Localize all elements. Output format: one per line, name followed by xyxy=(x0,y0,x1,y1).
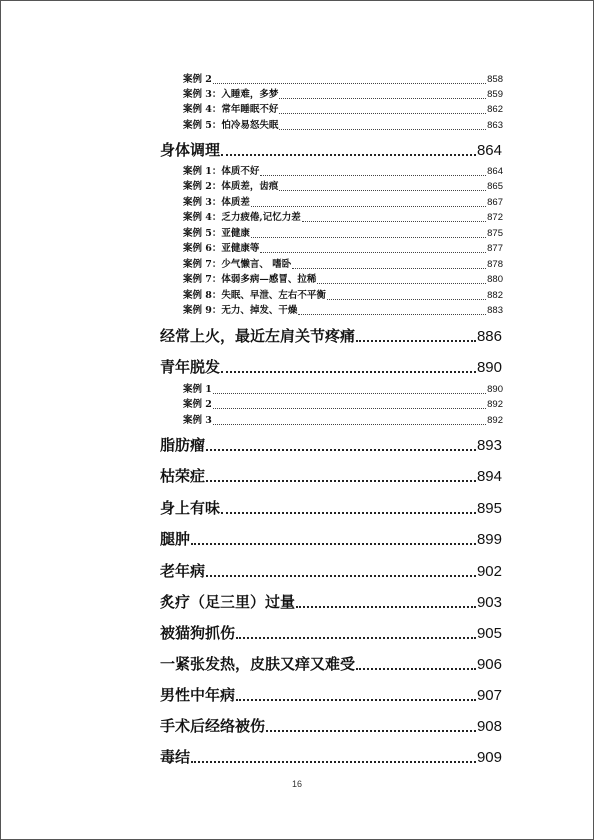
toc-section[interactable] xyxy=(160,747,502,767)
toc-entry[interactable] xyxy=(183,414,503,427)
toc-entry[interactable] xyxy=(183,180,503,193)
toc-entry-title: 案例 5：怕冷易怒失眠 xyxy=(183,120,279,131)
dot-leader xyxy=(327,299,486,300)
toc-section-page: 864 xyxy=(476,142,502,159)
toc-entry[interactable] xyxy=(183,73,503,86)
toc-entry[interactable] xyxy=(183,227,503,240)
toc-section[interactable] xyxy=(160,466,502,486)
dot-leader xyxy=(356,340,476,342)
toc-entry-page: 864 xyxy=(487,166,503,177)
dot-leader xyxy=(279,190,486,191)
toc-entry[interactable] xyxy=(183,383,503,396)
dot-leader xyxy=(279,129,486,130)
dot-leader xyxy=(279,113,486,114)
dot-leader xyxy=(251,237,486,238)
dot-leader xyxy=(356,668,476,670)
toc-entry[interactable] xyxy=(183,258,503,271)
toc-section-page: 893 xyxy=(476,437,502,454)
dot-leader xyxy=(221,154,476,156)
dot-leader xyxy=(251,206,486,207)
dot-leader xyxy=(206,575,476,577)
page-number: 16 xyxy=(291,779,302,789)
toc-entry-page: 858 xyxy=(487,74,503,85)
toc-entry-page: 867 xyxy=(487,197,503,208)
toc-entry-title: 案例 3 xyxy=(183,415,212,426)
dot-leader xyxy=(213,424,486,425)
toc-entry-page: 863 xyxy=(487,120,503,131)
toc-entry-title: 案例 3：入睡难，多梦 xyxy=(183,89,279,100)
toc-entry-title: 案例 7：体弱多病—感冒、拉稀 xyxy=(183,274,317,285)
toc-entry-page: 878 xyxy=(487,259,503,270)
toc-entry-title: 案例 9：无力、掉发、干燥 xyxy=(183,305,298,316)
toc-section[interactable] xyxy=(160,357,502,377)
toc-section-page: 908 xyxy=(476,718,502,735)
dot-leader xyxy=(317,283,486,284)
toc-section[interactable] xyxy=(160,529,502,549)
toc-section[interactable] xyxy=(160,326,502,346)
toc-entry[interactable] xyxy=(183,304,503,317)
toc-entry-title: 案例 4：常年睡眠不好 xyxy=(183,104,279,115)
toc-section[interactable] xyxy=(160,685,502,705)
toc-entry[interactable] xyxy=(183,398,503,411)
toc-section[interactable] xyxy=(160,592,502,612)
toc-section-page: 909 xyxy=(476,749,502,766)
toc-section[interactable] xyxy=(160,140,502,160)
toc-section-title: 青年脱发 xyxy=(160,358,221,376)
toc-section-title: 脂肪瘤 xyxy=(160,436,206,454)
dot-leader xyxy=(279,98,486,99)
toc-entry-title: 案例 2 xyxy=(183,74,212,85)
toc-entry-page: 859 xyxy=(487,89,503,100)
toc-section-title: 身体调理 xyxy=(160,141,221,159)
toc-section-title: 毒结 xyxy=(160,748,191,766)
toc-section-page: 899 xyxy=(476,531,502,548)
toc-entry-page: 882 xyxy=(487,290,503,301)
toc-section-title: 枯荣症 xyxy=(160,467,206,485)
toc-section-page: 890 xyxy=(476,359,502,376)
toc-section-title: 身上有味 xyxy=(160,499,221,517)
toc-section-title: 腿肿 xyxy=(160,530,191,548)
toc-section-title: 被猫狗抓伤 xyxy=(160,624,236,642)
toc-entry[interactable] xyxy=(183,103,503,116)
dot-leader xyxy=(298,314,486,315)
toc-section[interactable] xyxy=(160,435,502,455)
dot-leader xyxy=(296,606,476,608)
toc-entry[interactable] xyxy=(183,289,503,302)
toc-entry-page: 890 xyxy=(487,384,503,395)
dot-leader xyxy=(206,480,476,482)
toc-section-title: 经常上火，最近左肩关节疼痛 xyxy=(160,327,356,345)
toc-entry-page: 865 xyxy=(487,181,503,192)
dot-leader xyxy=(191,543,476,545)
toc-entry-page: 877 xyxy=(487,243,503,254)
dot-leader xyxy=(221,512,476,514)
toc-section[interactable] xyxy=(160,654,502,674)
toc-entry[interactable] xyxy=(183,273,503,286)
toc-section-page: 894 xyxy=(476,468,502,485)
dot-leader xyxy=(221,371,476,373)
toc-entry-title: 案例 1：体质不好 xyxy=(183,166,260,177)
toc-section-title: 男性中年病 xyxy=(160,686,236,704)
dot-leader xyxy=(213,408,486,409)
toc-entry-title: 案例 6：亚健康等 xyxy=(183,243,260,254)
dot-leader xyxy=(213,393,486,394)
toc-entry[interactable] xyxy=(183,242,503,255)
dot-leader xyxy=(206,449,476,451)
toc-section-title: 老年病 xyxy=(160,562,206,580)
toc-entry-title: 案例 2：体质差，齿痕 xyxy=(183,181,279,192)
toc-entry-title: 案例 7：少气懒言、 嗜卧 xyxy=(183,259,292,270)
toc-section-title: 炙疗（足三里）过量 xyxy=(160,593,296,611)
dot-leader xyxy=(260,252,486,253)
toc-entry-title: 案例 8：失眠、早泄、左右不平衡 xyxy=(183,290,326,301)
toc-entry[interactable] xyxy=(183,165,503,178)
dot-leader xyxy=(236,637,476,639)
toc-section-page: 903 xyxy=(476,594,502,611)
toc-section-page: 905 xyxy=(476,625,502,642)
toc-section-page: 902 xyxy=(476,563,502,580)
dot-leader xyxy=(266,730,476,732)
toc-entry-page: 892 xyxy=(487,399,503,410)
dot-leader xyxy=(260,175,486,176)
toc-section[interactable] xyxy=(160,716,502,736)
toc-entry-title: 案例 1 xyxy=(183,384,212,395)
dot-leader xyxy=(302,221,486,222)
toc-section-page: 906 xyxy=(476,656,502,673)
toc-section[interactable] xyxy=(160,498,502,518)
dot-leader xyxy=(292,268,486,269)
toc-section-page: 895 xyxy=(476,500,502,517)
toc-section-title: 一紧张发热，皮肤又痒又难受 xyxy=(160,655,356,673)
toc-entry-page: 862 xyxy=(487,104,503,115)
dot-leader xyxy=(236,699,476,701)
toc-section-page: 886 xyxy=(476,328,502,345)
toc-entry-page: 872 xyxy=(487,212,503,223)
toc-entry-page: 883 xyxy=(487,305,503,316)
toc-entry[interactable] xyxy=(183,211,503,224)
toc-entry[interactable] xyxy=(183,196,503,209)
toc-entry-title: 案例 3：体质差 xyxy=(183,197,250,208)
dot-leader xyxy=(191,761,476,763)
toc-entry-page: 892 xyxy=(487,415,503,426)
toc-entry[interactable] xyxy=(183,119,503,132)
toc-entry-page: 875 xyxy=(487,228,503,239)
toc-section-page: 907 xyxy=(476,687,502,704)
dot-leader xyxy=(213,83,486,84)
toc-entry-title: 案例 2 xyxy=(183,399,212,410)
toc-section-title: 手术后经络被伤 xyxy=(160,717,266,735)
toc-entry-page: 880 xyxy=(487,274,503,285)
toc-entry-title: 案例 5：亚健康 xyxy=(183,228,250,239)
toc-section[interactable] xyxy=(160,623,502,643)
toc-entry-title: 案例 4：乏力疲倦,记忆力差 xyxy=(183,212,301,223)
toc-section[interactable] xyxy=(160,561,502,581)
toc-entry[interactable] xyxy=(183,88,503,101)
